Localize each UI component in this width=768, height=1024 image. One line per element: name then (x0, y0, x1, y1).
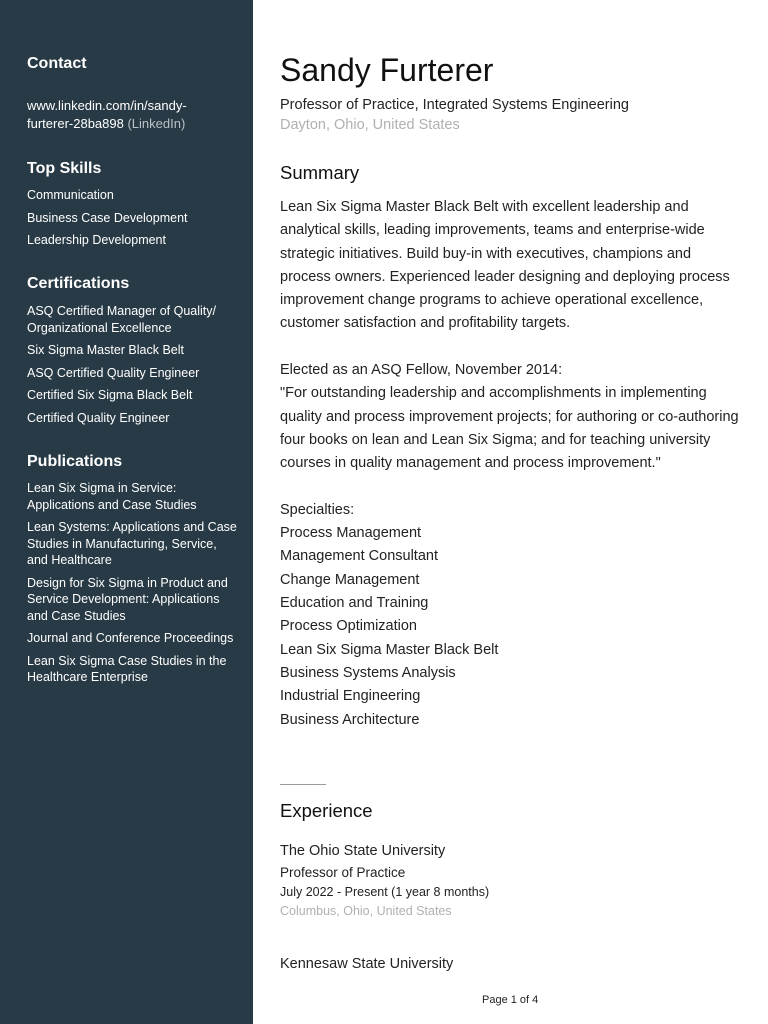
publication-item: Design for Six Sigma in Product and Service Development: Applications and Case Studies (27, 575, 228, 623)
skill-item: Communication (27, 188, 114, 202)
job-company: Kennesaw State University (280, 956, 454, 972)
sidebar (0, 0, 253, 1024)
publication-item: Lean Six Sigma Case Studies in the Healthcare Enterprise (27, 653, 227, 684)
specialty-item: Business Architecture (280, 711, 420, 728)
specialty-item: Management Consultant (280, 548, 438, 565)
top-skills-list (27, 187, 237, 249)
linkedin-url[interactable]: www.linkedin.com/in/sandy-furterer-28ba898 (27, 98, 187, 131)
publications-list (27, 480, 237, 686)
certifications-list (27, 303, 237, 426)
contact-linkedin[interactable] (27, 97, 227, 133)
certification-item: Certified Quality Engineer (27, 410, 170, 425)
certifications-heading: Certifications (27, 275, 130, 292)
job-dates: July 2022 - Present (1 year 8 months) (280, 885, 490, 899)
specialty-item: Process Management (280, 525, 422, 542)
summary-body (280, 196, 740, 732)
certification-item: Six Sigma Master Black Belt (27, 343, 184, 357)
certification-item: ASQ Certified Manager of Quality/ Organizational Excellence (27, 304, 216, 335)
specialty-item: Industrial Engineering (280, 688, 421, 705)
publication-item: Lean Six Sigma in Service: Applications and Case Studies (27, 481, 197, 512)
specialty-item: Education and Training (280, 595, 429, 612)
specialty-item: Lean Six Sigma Master Black Belt (280, 641, 499, 658)
certification-item: ASQ Certified Quality Engineer (27, 365, 200, 380)
publications-heading: Publications (27, 453, 123, 470)
experience-heading: Experience (280, 800, 373, 821)
fellow-line: Elected as an ASQ Fellow, November 2014: (280, 362, 563, 379)
top-skills-heading: Top Skills (27, 160, 102, 177)
summary-heading: Summary (280, 162, 360, 183)
job-company: The Ohio State University (280, 843, 446, 859)
skill-item: Leadership Development (27, 233, 166, 247)
section-divider (280, 784, 326, 785)
specialty-item: Change Management (280, 571, 420, 588)
specialties-label: Specialties: (280, 501, 355, 518)
profile-location: Dayton, Ohio, United States (280, 117, 460, 133)
profile-name: Sandy Furterer (280, 52, 494, 88)
skill-item: Business Case Development (27, 210, 188, 225)
publication-item: Journal and Conference Proceedings (27, 631, 234, 645)
profile-headline: Professor of Practice, Integrated Systems Engineering (280, 97, 629, 113)
page-number: Page 1 of 4 (482, 994, 539, 1006)
fellow-quote: "For outstanding leadership and accomplishments in implementing quality and process improvement projects; for authoring or co-authoring four books on lean and Lean Six Sigma; and for teaching university courses in quality management and process improvement." (280, 385, 739, 472)
job-location: Columbus, Ohio, United States (280, 904, 452, 918)
specialty-item: Process Optimization (280, 618, 417, 635)
specialty-item: Business Systems Analysis (280, 664, 456, 681)
contact-heading: Contact (27, 55, 87, 72)
linkedin-label: (LinkedIn) (127, 116, 186, 131)
certification-item: Certified Six Sigma Black Belt (27, 388, 193, 402)
publication-item: Lean Systems: Applications and Case Studies in Manufacturing, Service, and Healthcare (27, 520, 237, 567)
job-title: Professor of Practice (280, 865, 406, 880)
summary-paragraph: Lean Six Sigma Master Black Belt with excellent leadership and analytical skills, leading improvements, teams and enterprise-wide strategic initiatives. Build buy-in with executives, champions and process owners. Experienced leader designing and deploying process improvement change programs to achieve operational excellence, customer satisfaction and profitability targets. (280, 199, 730, 332)
